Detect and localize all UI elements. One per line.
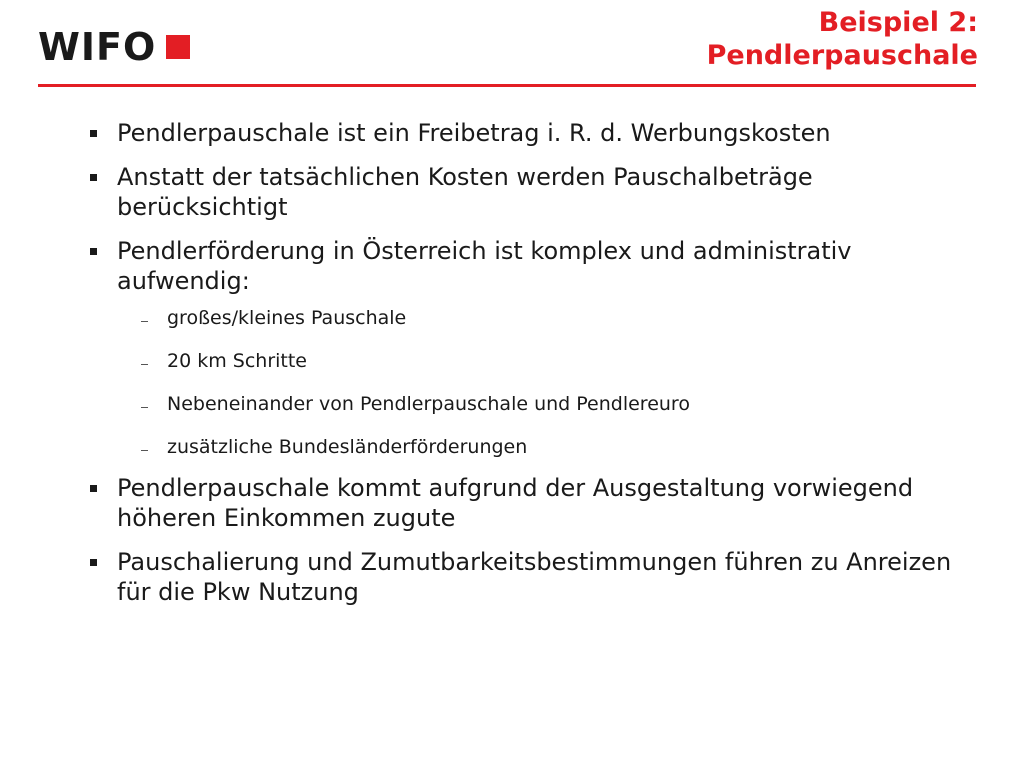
sub-bullet-list: [117, 306, 970, 459]
title-divider: [38, 84, 976, 87]
dash-bullet-icon: [141, 321, 148, 322]
bullet-text: Pauschalierung und Zumutbarkeitsbestimmungen führen zu Anreizen für die Pkw Nutzung: [117, 548, 952, 606]
logo-text: WIFO: [38, 25, 157, 69]
sub-bullet-item: [117, 392, 970, 416]
title-line-2: Pendlerpauschale: [706, 40, 978, 71]
bullet-item: [90, 473, 970, 533]
square-bullet-icon: [90, 248, 97, 255]
sub-bullet-item: [117, 306, 970, 330]
logo-square-icon: [166, 35, 190, 59]
dash-bullet-icon: [141, 364, 148, 365]
title-line-1: Beispiel 2:: [818, 7, 978, 38]
sub-bullet-text: Nebeneinander von Pendlerpauschale und Pendlereuro: [167, 393, 690, 415]
sub-bullet-text: großes/kleines Pauschale: [167, 307, 407, 329]
square-bullet-icon: [90, 485, 97, 492]
dash-bullet-icon: [141, 450, 148, 451]
bullet-list: [90, 118, 970, 621]
bullet-item: [90, 236, 970, 459]
bullet-text: Pendlerpauschale kommt aufgrund der Ausgestaltung vorwiegend höheren Einkommen zugute: [117, 474, 914, 532]
sub-bullet-item: [117, 349, 970, 373]
square-bullet-icon: [90, 130, 97, 137]
square-bullet-icon: [90, 559, 97, 566]
sub-bullet-item: [117, 435, 970, 459]
bullet-item: [90, 118, 970, 148]
sub-bullet-text: 20 km Schritte: [167, 350, 307, 372]
sub-bullet-text: zusätzliche Bundesländerförderungen: [167, 436, 528, 458]
bullet-item: [90, 547, 970, 607]
wifo-logo: [38, 24, 190, 70]
bullet-text: Pendlerpauschale ist ein Freibetrag i. R. d. Werbungskosten: [117, 119, 831, 147]
bullet-text: Pendlerförderung in Österreich ist komplex und administrativ aufwendig:: [117, 237, 852, 295]
dash-bullet-icon: [141, 407, 148, 408]
bullet-text: Anstatt der tatsächlichen Kosten werden Pauschalbeträge berücksichtigt: [117, 163, 813, 221]
bullet-item: [90, 162, 970, 222]
square-bullet-icon: [90, 174, 97, 181]
slide-title: [707, 6, 978, 72]
